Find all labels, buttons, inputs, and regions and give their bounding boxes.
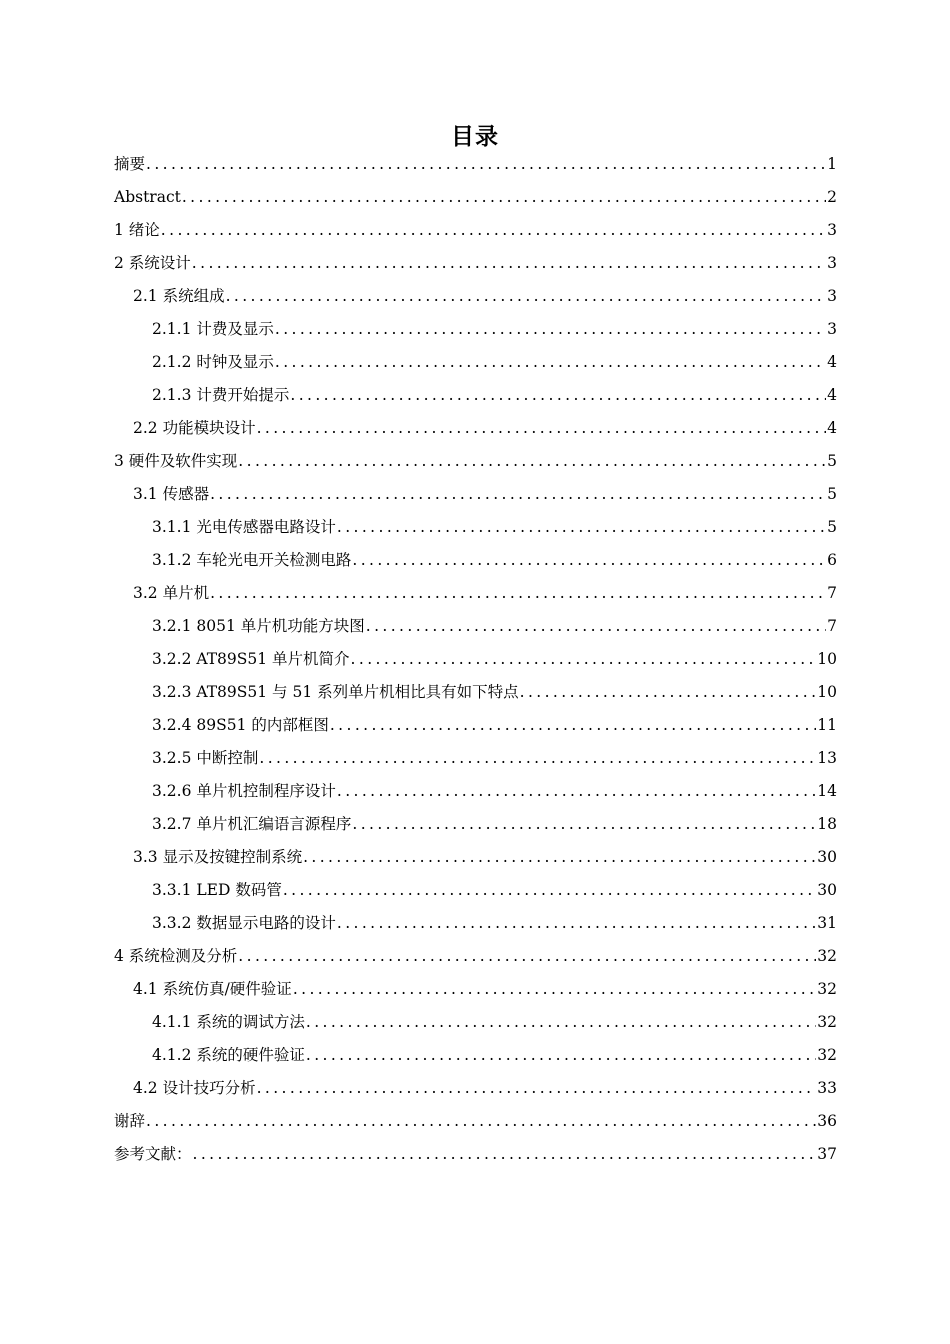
toc-leader-dots	[303, 841, 816, 874]
toc-entry-title: 2.1.3 计费开始提示	[152, 386, 290, 404]
toc-entry[interactable]	[114, 676, 837, 709]
toc-entry-title: 摘要	[114, 155, 146, 173]
toc-entry-page-number: 3	[827, 254, 837, 272]
toc-entry[interactable]	[114, 973, 837, 1006]
toc-entry[interactable]	[114, 313, 837, 346]
toc-leader-dots	[192, 247, 826, 280]
toc-entry-title: 3.1.1 光电传感器电路设计	[152, 518, 336, 536]
toc-entry[interactable]	[114, 841, 837, 874]
toc-entry-title: 3.2.7 单片机汇编语言源程序	[152, 815, 352, 833]
toc-entry-page-number: 10	[817, 650, 837, 668]
toc-entry-page-number: 3	[827, 221, 837, 239]
toc-entry-title: 谢辞	[114, 1112, 146, 1130]
toc-entry[interactable]	[114, 577, 837, 610]
toc-entry-page-number: 32	[817, 1013, 837, 1031]
toc-leader-dots	[238, 940, 816, 973]
toc-leader-dots	[161, 214, 826, 247]
toc-entry[interactable]	[114, 610, 837, 643]
toc-entry-page-number: 4	[827, 386, 837, 404]
toc-entry-page-number: 3	[827, 320, 837, 338]
toc-entry-title: 4.2 设计技巧分析	[133, 1079, 256, 1097]
toc-entry-page-number: 32	[817, 980, 837, 998]
toc-entry-title: 3.3 显示及按键控制系统	[133, 848, 303, 866]
toc-entry[interactable]	[114, 1039, 837, 1072]
toc-leader-dots	[330, 709, 816, 742]
toc-entry[interactable]	[114, 940, 837, 973]
toc-leader-dots	[275, 346, 826, 379]
toc-entry[interactable]	[114, 346, 837, 379]
toc-entry-title: 3 硬件及软件实现	[114, 452, 238, 470]
toc-entry-title: 2.1.2 时钟及显示	[152, 353, 274, 371]
toc-entry[interactable]	[114, 775, 837, 808]
toc-entry-page-number: 10	[817, 683, 837, 701]
toc-entry[interactable]	[114, 247, 837, 280]
toc-entry-title: 3.2.6 单片机控制程序设计	[152, 782, 336, 800]
toc-entry[interactable]	[114, 643, 837, 676]
toc-entry[interactable]	[114, 181, 837, 214]
toc-entry-page-number: 7	[827, 584, 837, 602]
toc-entry-page-number: 30	[817, 848, 837, 866]
toc-entry[interactable]	[114, 1072, 837, 1105]
toc-entry-page-number: 30	[817, 881, 837, 899]
toc-entry[interactable]	[114, 808, 837, 841]
toc-entry-page-number: 4	[827, 353, 837, 371]
toc-leader-dots	[257, 1072, 817, 1105]
toc-entry[interactable]	[114, 379, 837, 412]
toc-leader-dots	[337, 775, 816, 808]
toc-entry-title: Abstract	[114, 188, 181, 206]
toc-entry-page-number: 4	[827, 419, 837, 437]
toc-entry-title: 2.2 功能模块设计	[133, 419, 256, 437]
toc-entry-page-number: 37	[817, 1145, 837, 1163]
toc-entry[interactable]	[114, 742, 837, 775]
toc-entry-page-number: 32	[817, 1046, 837, 1064]
toc-entry-title: 3.2.2 AT89S51 单片机简介	[152, 650, 350, 668]
toc-entry-page-number: 5	[827, 485, 837, 503]
toc-entry-page-number: 33	[817, 1079, 837, 1097]
toc-entry-title: 1 绪论	[114, 221, 160, 239]
toc-entry-title: 3.1.2 车轮光电开关检测电路	[152, 551, 352, 569]
toc-entry-title: 3.2.4 89S51 的内部框图	[152, 716, 329, 734]
toc-entry-page-number: 7	[827, 617, 837, 635]
toc-entry-title: 2 系统设计	[114, 254, 191, 272]
toc-entry-page-number: 1	[827, 155, 837, 173]
toc-leader-dots	[351, 643, 817, 676]
toc-entry-title: 4.1.1 系统的调试方法	[152, 1013, 305, 1031]
toc-leader-dots	[182, 181, 826, 214]
toc-entry[interactable]	[114, 412, 837, 445]
toc-entry-page-number: 31	[817, 914, 837, 932]
toc-entry[interactable]	[114, 544, 837, 577]
toc-leader-dots	[352, 808, 816, 841]
toc-entry-title: 参考文献：	[114, 1145, 192, 1163]
toc-leader-dots	[337, 907, 816, 940]
toc-entry-page-number: 36	[817, 1112, 837, 1130]
toc-entry[interactable]	[114, 1138, 837, 1171]
toc-entry-page-number: 5	[827, 452, 837, 470]
toc-entry[interactable]	[114, 907, 837, 940]
toc-leader-dots	[193, 1138, 817, 1171]
toc-entry-title: 3.2.1 8051 单片机功能方块图	[152, 617, 365, 635]
toc-leader-dots	[146, 1105, 816, 1138]
toc-leader-dots	[146, 148, 826, 181]
toc-leader-dots	[210, 577, 826, 610]
toc-entry-page-number: 3	[827, 287, 837, 305]
toc-entry-title: 3.2 单片机	[133, 584, 210, 602]
toc-entry-title: 4.1 系统仿真/硬件验证	[133, 980, 292, 998]
toc-entry[interactable]	[114, 874, 837, 907]
toc-entry-page-number: 13	[817, 749, 837, 767]
toc-entry[interactable]	[114, 709, 837, 742]
toc-leader-dots	[238, 445, 826, 478]
toc-title: 目录	[451, 124, 499, 150]
toc-entry-page-number: 6	[827, 551, 837, 569]
toc-leader-dots	[283, 874, 816, 907]
toc-leader-dots	[210, 478, 826, 511]
toc-entry-title: 2.1 系统组成	[133, 287, 225, 305]
toc-leader-dots	[257, 412, 827, 445]
toc-entry[interactable]	[114, 511, 837, 544]
toc-entry[interactable]	[114, 478, 837, 511]
table-of-contents	[114, 148, 837, 1171]
toc-entry-title: 3.3.2 数据显示电路的设计	[152, 914, 336, 932]
toc-entry-page-number: 14	[817, 782, 837, 800]
toc-entry[interactable]	[114, 1105, 837, 1138]
toc-entry[interactable]	[114, 280, 837, 313]
toc-entry[interactable]	[114, 214, 837, 247]
toc-entry-title: 3.2.5 中断控制	[152, 749, 259, 767]
toc-entry-title: 3.3.1 LED 数码管	[152, 881, 282, 899]
toc-entry-title: 4 系统检测及分析	[114, 947, 238, 965]
toc-leader-dots	[306, 1006, 816, 1039]
toc-entry-title: 3.1 传感器	[133, 485, 210, 503]
toc-entry-page-number: 5	[827, 518, 837, 536]
toc-entry[interactable]	[114, 1006, 837, 1039]
toc-leader-dots	[337, 511, 826, 544]
toc-entry-title: 4.1.2 系统的硬件验证	[152, 1046, 305, 1064]
toc-leader-dots	[352, 544, 826, 577]
toc-leader-dots	[226, 280, 827, 313]
toc-entry-page-number: 2	[827, 188, 837, 206]
toc-entry-title: 2.1.1 计费及显示	[152, 320, 274, 338]
toc-entry[interactable]	[114, 445, 837, 478]
toc-entry[interactable]	[114, 148, 837, 181]
toc-entry-page-number: 18	[817, 815, 837, 833]
toc-leader-dots	[290, 379, 826, 412]
toc-leader-dots	[259, 742, 816, 775]
toc-leader-dots	[275, 313, 826, 346]
toc-entry-page-number: 32	[817, 947, 837, 965]
toc-leader-dots	[366, 610, 826, 643]
toc-entry-page-number: 11	[817, 716, 837, 734]
toc-leader-dots	[520, 676, 817, 709]
toc-leader-dots	[293, 973, 816, 1006]
toc-leader-dots	[306, 1039, 816, 1072]
toc-entry-title: 3.2.3 AT89S51 与 51 系列单片机相比具有如下特点	[152, 683, 519, 701]
